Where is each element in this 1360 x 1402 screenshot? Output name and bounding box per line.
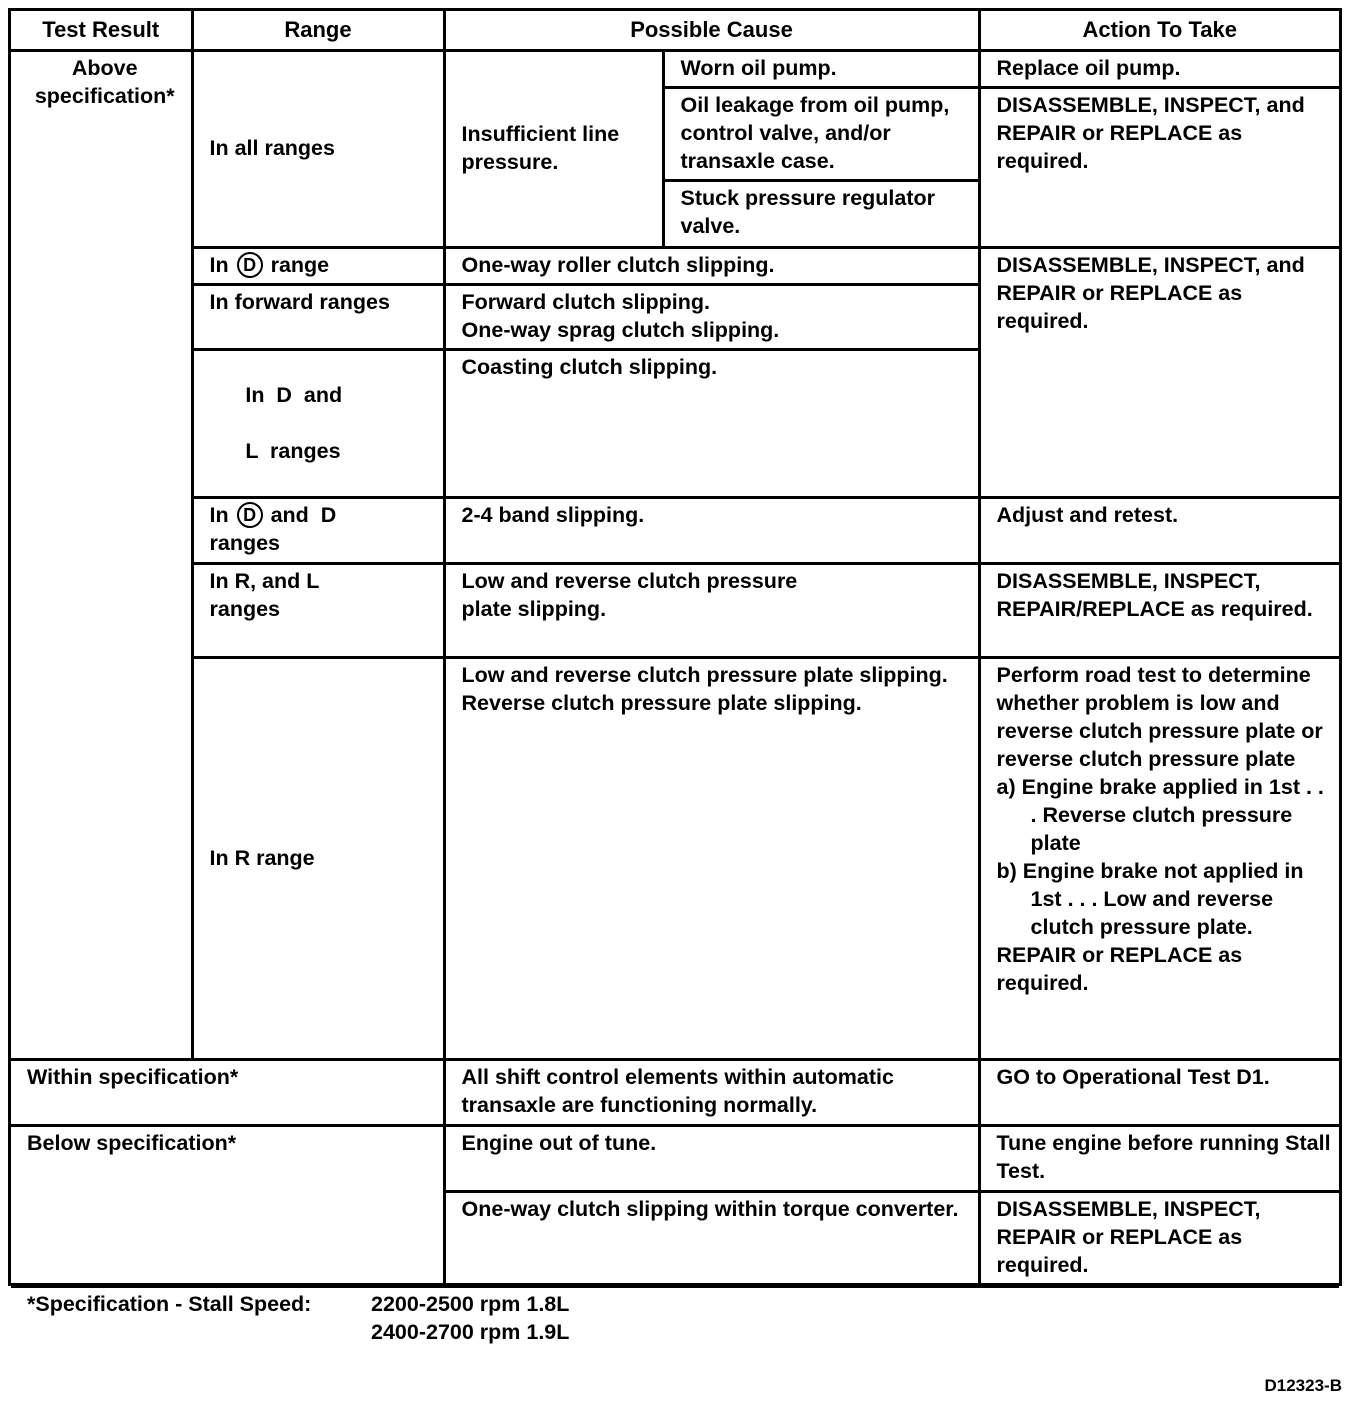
header-test-result: Test Result [11, 11, 192, 50]
footnote-label: *Specification - Stall Speed: [27, 1291, 312, 1316]
cause-forward-line1: Forward clutch slipping. [461, 289, 710, 314]
table-row [11, 657, 1339, 1059]
range-dl-line2: L ranges [245, 438, 341, 463]
above-line2: specification* [34, 83, 175, 108]
range-d-prefix: In [209, 252, 229, 277]
range-dd-middle: and D [270, 502, 337, 527]
stall-test-table [11, 11, 1339, 1353]
action-disassemble-group: DISASSEMBLE, INSPECT, and REPAIR or REPLACE as required. [979, 247, 1339, 497]
table-row [11, 563, 1339, 657]
range-dd-prefix: In [209, 502, 229, 527]
cause-within: All shift control elements within automatic transaxle are functioning normally. [444, 1059, 979, 1125]
test-result-within: Within specification* [11, 1059, 444, 1125]
cause-coasting-clutch: Coasting clutch slipping. [444, 349, 979, 497]
sub-cause-oil-leakage: Oil leakage from oil pump, control valve, and/or transaxle case. [663, 87, 979, 180]
footnote-value-1: 2200-2500 rpm 1.8L [371, 1291, 570, 1316]
sub-cause-stuck-valve: Stuck pressure regulator valve. [663, 180, 979, 247]
cause-rl-line2: plate slipping. [461, 596, 607, 621]
cause-forward-line2: One-way sprag clutch slipping. [461, 317, 780, 342]
action-within: GO to Operational Test D1. [979, 1059, 1339, 1125]
table-row [11, 497, 1339, 563]
stall-test-chart [8, 8, 1342, 1344]
action-road-test-intro: Perform road test to determine whether problem is low and reverse clutch pressure plate or reverse clutch pressure plate [996, 662, 1323, 771]
header-action: Action To Take [979, 11, 1339, 50]
range-d-circle [192, 247, 444, 284]
figure-id: D12323-B [1264, 1376, 1342, 1395]
table-row [11, 247, 1339, 284]
table-row [11, 1125, 1339, 1191]
action-disassemble-rl: DISASSEMBLE, INSPECT, REPAIR/REPLACE as required. [979, 563, 1339, 657]
footnote-values [371, 1290, 569, 1346]
cause-rl-line1: Low and reverse clutch pressure [461, 568, 798, 593]
cause-engine-tune: Engine out of tune. [444, 1125, 979, 1191]
cause-one-way-clutch: One-way clutch slipping within torque converter. [444, 1191, 979, 1286]
range-d-suffix: range [270, 252, 330, 277]
range-dd-line2: ranges [209, 530, 281, 555]
header-row [11, 11, 1339, 50]
action-adjust-retest: Adjust and retest. [979, 497, 1339, 563]
action-road-test [979, 657, 1339, 1059]
cause-forward-clutch [444, 284, 979, 349]
range-dl-line1: In D and [245, 382, 343, 407]
action-road-test-end: REPAIR or REPLACE as required. [996, 942, 1243, 995]
action-tune-engine: Tune engine before running Stall Test. [979, 1125, 1339, 1191]
range-r-and-l [192, 563, 444, 657]
cause-r-line1: Low and reverse clutch pressure plate slipping. [461, 662, 948, 687]
action-road-test-b: b) Engine brake not applied in 1st . . . Low and reverse clutch pressure plate. [996, 858, 1304, 939]
range-rl-line2: ranges [209, 596, 281, 621]
range-rl-line1: In R, and L [209, 568, 320, 593]
test-result-below: Below specification* [11, 1125, 444, 1286]
footnote-row [11, 1286, 1339, 1353]
cause-roller-clutch: One-way roller clutch slipping. [444, 247, 979, 284]
action-replace-pump: Replace oil pump. [979, 50, 1339, 87]
above-line1: Above [71, 55, 138, 80]
sub-cause-worn-pump: Worn oil pump. [663, 50, 979, 87]
test-result-above [11, 50, 192, 1059]
range-r: In R range [192, 657, 444, 1059]
cause-low-reverse-plate [444, 563, 979, 657]
range-d-circle-and-d [192, 497, 444, 563]
action-disassemble-all-ranges: DISASSEMBLE, INSPECT, and REPAIR or REPLACE as required. [979, 87, 1339, 247]
d-circle-icon: D [237, 252, 263, 278]
range-all-ranges: In all ranges [192, 50, 444, 247]
table-row [11, 1059, 1339, 1125]
d-circle-icon: D [237, 502, 263, 528]
table-row [11, 50, 1339, 87]
cause-r-range [444, 657, 979, 1059]
header-possible-cause: Possible Cause [444, 11, 979, 50]
cause-band-slipping: 2-4 band slipping. [444, 497, 979, 563]
cause-insufficient-line-pressure: Insufficient line pressure. [444, 50, 663, 247]
action-road-test-a: a) Engine brake applied in 1st . . . Reverse clutch pressure plate [996, 774, 1324, 855]
range-d-and-l [192, 349, 444, 497]
header-range: Range [192, 11, 444, 50]
cause-r-line2: Reverse clutch pressure plate slipping. [461, 690, 862, 715]
footnote [11, 1286, 1339, 1353]
footnote-value-2: 2400-2700 rpm 1.9L [371, 1319, 570, 1344]
action-disassemble-below: DISASSEMBLE, INSPECT, REPAIR or REPLACE as required. [979, 1191, 1339, 1286]
range-forward: In forward ranges [192, 284, 444, 349]
